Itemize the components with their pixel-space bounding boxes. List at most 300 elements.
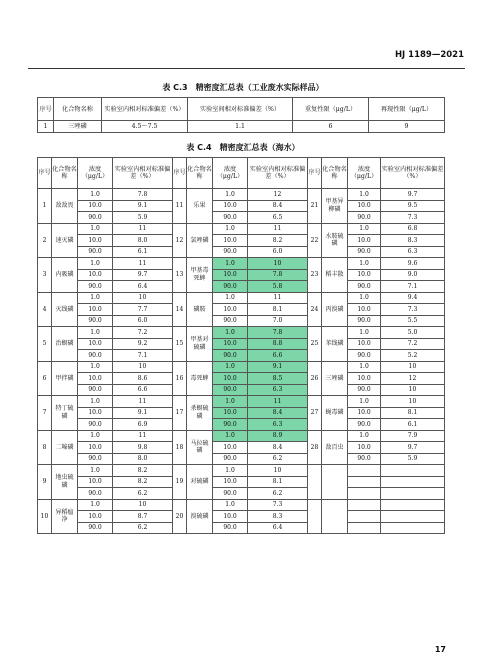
c4-header: 实验室内相对标准偏差（%）	[113, 158, 173, 189]
compound-name: 速灭磷	[52, 223, 78, 258]
concentration-cell: 1.0	[78, 258, 113, 270]
rsd-cell: 8.1	[381, 407, 445, 419]
c4-header: 序号	[308, 158, 322, 189]
concentration-cell: 10.0	[213, 442, 248, 454]
c4-header: 化合物名称	[322, 158, 348, 189]
compound-name: 杀螟硫磷	[187, 396, 213, 431]
concentration-cell: 10.0	[348, 407, 381, 419]
row-number: 24	[308, 292, 322, 327]
rsd-cell: 7.3	[381, 304, 445, 316]
concentration-cell: 10.0	[348, 235, 381, 247]
rsd-cell: 6.0	[248, 246, 308, 258]
empty-cell	[381, 476, 445, 488]
rsd-cell: 7.7	[113, 304, 173, 316]
row-number: 28	[308, 430, 322, 465]
concentration-cell: 1.0	[348, 189, 381, 201]
row-number: 22	[308, 223, 322, 258]
rsd-cell: 11	[113, 430, 173, 442]
rsd-cell: 6.0	[113, 315, 173, 327]
rsd-cell: 5.9	[113, 212, 173, 224]
row-number: 26	[308, 361, 322, 396]
table-row	[38, 327, 445, 339]
rsd-cell: 11	[113, 396, 173, 408]
compound-name: 特丁硫磷	[52, 396, 78, 431]
row-number: 13	[173, 258, 187, 293]
empty-cell	[381, 488, 445, 500]
compound-name: 溴硫磷	[187, 499, 213, 534]
concentration-cell: 1.0	[78, 327, 113, 339]
row-number: 16	[173, 361, 187, 396]
rsd-cell: 11	[248, 223, 308, 235]
rsd-cell: 8.3	[381, 235, 445, 247]
rsd-cell: 7.8	[248, 269, 308, 281]
c3-cell: 1	[38, 121, 54, 133]
concentration-cell: 10.0	[78, 200, 113, 212]
concentration-cell: 90.0	[78, 315, 113, 327]
rsd-cell: 10	[381, 361, 445, 373]
rsd-cell: 8.7	[113, 511, 173, 523]
table-row	[38, 246, 445, 258]
row-number: 27	[308, 396, 322, 431]
header-rule	[28, 68, 465, 69]
rsd-cell: 6.2	[248, 453, 308, 465]
concentration-cell: 10.0	[213, 476, 248, 488]
rsd-cell: 8.2	[248, 235, 308, 247]
rsd-cell: 10	[381, 396, 445, 408]
rsd-cell: 12	[248, 189, 308, 201]
concentration-cell: 10.0	[213, 269, 248, 281]
rsd-cell: 8.1	[248, 476, 308, 488]
rsd-cell: 9.1	[113, 407, 173, 419]
page-number: 17	[434, 645, 446, 654]
empty-cell	[348, 488, 381, 500]
rsd-cell: 11	[113, 223, 173, 235]
c3-header: 再现性限（μg/L）	[369, 98, 445, 121]
row-number: 8	[38, 430, 52, 465]
row-number: 20	[173, 499, 187, 534]
c3-header: 实验室间相对标准偏差（%）	[188, 98, 293, 121]
table-row	[38, 292, 445, 304]
c4-header: 浓度（μg/L）	[348, 158, 381, 189]
concentration-cell: 10.0	[348, 269, 381, 281]
rsd-cell: 9.1	[113, 200, 173, 212]
table-row	[38, 511, 445, 523]
table-row	[38, 235, 445, 247]
compound-name: 稻丰散	[322, 258, 348, 293]
empty-cell	[322, 465, 348, 500]
row-number: 1	[38, 189, 52, 224]
rsd-cell: 7.3	[381, 212, 445, 224]
table-c4-caption: 表 C.4 精密度汇总表（海水）	[186, 143, 300, 152]
empty-cell	[308, 465, 322, 500]
concentration-cell: 1.0	[78, 223, 113, 235]
concentration-cell: 1.0	[213, 396, 248, 408]
rsd-cell: 5.2	[381, 350, 445, 362]
row-number: 10	[38, 499, 52, 534]
row-number: 15	[173, 327, 187, 362]
row-number: 11	[173, 189, 187, 224]
row-number: 9	[38, 465, 52, 500]
concentration-cell: 90.0	[348, 453, 381, 465]
rsd-cell: 6.4	[113, 281, 173, 293]
c3-header: 实验室内相对标准偏差（%）	[102, 98, 188, 121]
table-row	[38, 476, 445, 488]
rsd-cell: 10	[248, 465, 308, 477]
rsd-cell: 5.5	[381, 315, 445, 327]
c3-cell: 4.5～7.5	[102, 121, 188, 133]
compound-name: 治螟磷	[52, 327, 78, 362]
rsd-cell: 6.1	[381, 419, 445, 431]
rsd-cell: 11	[248, 292, 308, 304]
empty-cell	[381, 522, 445, 534]
table-row	[38, 189, 445, 201]
rsd-cell: 9.0	[381, 269, 445, 281]
concentration-cell: 1.0	[213, 465, 248, 477]
concentration-cell: 10.0	[348, 442, 381, 454]
table-row	[38, 281, 445, 293]
table-row	[38, 419, 445, 431]
row-number: 5	[38, 327, 52, 362]
compound-name: 甲基异柳磷	[322, 189, 348, 224]
table-row	[38, 361, 445, 373]
table-c3-caption: 表 C.3 精密度汇总表（工业废水实际样品）	[162, 83, 324, 92]
rsd-cell: 8.2	[113, 476, 173, 488]
rsd-cell: 11	[248, 396, 308, 408]
c3-header: 重复性限（μg/L）	[293, 98, 369, 121]
table-row	[38, 373, 445, 385]
standard-number: HJ 1189—2021	[394, 50, 464, 60]
table-row	[38, 269, 445, 281]
c4-header: 化合物名称	[187, 158, 213, 189]
concentration-cell: 10.0	[348, 304, 381, 316]
concentration-cell: 90.0	[213, 212, 248, 224]
concentration-cell: 10.0	[78, 511, 113, 523]
table-row	[38, 465, 445, 477]
rsd-cell: 9.2	[113, 338, 173, 350]
rsd-cell: 7.1	[113, 350, 173, 362]
concentration-cell: 1.0	[213, 499, 248, 511]
concentration-cell: 10.0	[78, 407, 113, 419]
empty-cell	[322, 499, 348, 534]
concentration-cell: 90.0	[78, 419, 113, 431]
concentration-cell: 1.0	[348, 327, 381, 339]
table-row	[38, 315, 445, 327]
concentration-cell: 90.0	[348, 350, 381, 362]
rsd-cell: 9.1	[248, 361, 308, 373]
row-number: 6	[38, 361, 52, 396]
compound-name: 苯线磷	[322, 327, 348, 362]
concentration-cell: 90.0	[213, 384, 248, 396]
c4-header: 浓度（μg/L）	[78, 158, 113, 189]
rsd-cell: 7.0	[248, 315, 308, 327]
rsd-cell: 10	[113, 361, 173, 373]
rsd-cell: 6.1	[113, 246, 173, 258]
rsd-cell: 7.2	[381, 338, 445, 350]
concentration-cell: 90.0	[213, 453, 248, 465]
rsd-cell: 9.7	[381, 189, 445, 201]
table-row	[38, 200, 445, 212]
concentration-cell: 10.0	[213, 304, 248, 316]
rsd-cell: 12	[381, 373, 445, 385]
row-number: 25	[308, 327, 322, 362]
concentration-cell: 1.0	[213, 189, 248, 201]
table-row	[38, 488, 445, 500]
c3-cell: 6	[293, 121, 369, 133]
row-number: 17	[173, 396, 187, 431]
concentration-cell: 90.0	[213, 281, 248, 293]
concentration-cell: 90.0	[348, 246, 381, 258]
row-number: 3	[38, 258, 52, 293]
concentration-cell: 90.0	[213, 315, 248, 327]
rsd-cell: 9.8	[113, 442, 173, 454]
rsd-cell: 8.5	[248, 373, 308, 385]
table-row	[38, 499, 445, 511]
concentration-cell: 90.0	[348, 419, 381, 431]
rsd-cell: 6.2	[113, 522, 173, 534]
concentration-cell: 1.0	[78, 465, 113, 477]
rsd-cell: 10	[381, 384, 445, 396]
row-number: 12	[173, 223, 187, 258]
table-row	[38, 350, 445, 362]
rsd-cell: 6.6	[248, 350, 308, 362]
concentration-cell: 1.0	[348, 430, 381, 442]
compound-name: 甲基对硫磷	[187, 327, 213, 362]
rsd-cell: 8.6	[113, 373, 173, 385]
rsd-cell: 6.2	[113, 488, 173, 500]
rsd-cell: 8.8	[248, 338, 308, 350]
concentration-cell: 1.0	[78, 396, 113, 408]
concentration-cell: 90.0	[348, 315, 381, 327]
rsd-cell: 9.7	[113, 269, 173, 281]
concentration-cell: 90.0	[78, 488, 113, 500]
table-row	[38, 442, 445, 454]
table-c4	[37, 157, 445, 534]
compound-name: 三唑磷	[322, 361, 348, 396]
concentration-cell: 90.0	[78, 350, 113, 362]
compound-name: 敌敌畏	[52, 189, 78, 224]
concentration-cell: 90.0	[78, 212, 113, 224]
compound-name: 对硫磷	[187, 465, 213, 500]
concentration-cell: 1.0	[78, 361, 113, 373]
concentration-cell: 1.0	[348, 258, 381, 270]
concentration-cell: 1.0	[213, 258, 248, 270]
row-number: 23	[308, 258, 322, 293]
concentration-cell: 10.0	[213, 373, 248, 385]
table-row	[38, 407, 445, 419]
compound-name: 敌百虫	[322, 430, 348, 465]
concentration-cell: 1.0	[348, 223, 381, 235]
table-row	[38, 396, 445, 408]
table-row	[38, 522, 445, 534]
concentration-cell: 10.0	[78, 338, 113, 350]
rsd-cell: 6.3	[248, 384, 308, 396]
c4-header: 序号	[173, 158, 187, 189]
table-c3	[37, 97, 445, 133]
concentration-cell: 10.0	[213, 338, 248, 350]
table-row	[38, 304, 445, 316]
rsd-cell: 7.1	[381, 281, 445, 293]
table-row	[38, 223, 445, 235]
c4-header: 化合物名称	[52, 158, 78, 189]
rsd-cell: 9.7	[381, 442, 445, 454]
c4-header: 实验室内相对标准偏差（%）	[381, 158, 445, 189]
rsd-cell: 5.8	[248, 281, 308, 293]
rsd-cell: 6.6	[113, 384, 173, 396]
concentration-cell: 90.0	[78, 522, 113, 534]
compound-name: 毒死蜱	[187, 361, 213, 396]
empty-cell	[348, 499, 381, 511]
concentration-cell: 10.0	[348, 200, 381, 212]
compound-name: 丙溴磷	[322, 292, 348, 327]
concentration-cell: 10.0	[78, 476, 113, 488]
concentration-cell: 1.0	[78, 499, 113, 511]
concentration-cell: 10.0	[348, 338, 381, 350]
concentration-cell: 90.0	[213, 488, 248, 500]
table-row	[38, 384, 445, 396]
concentration-cell: 1.0	[78, 430, 113, 442]
rsd-cell: 7.8	[248, 327, 308, 339]
empty-cell	[308, 499, 322, 534]
c3-cell: 三唑磷	[54, 121, 102, 133]
concentration-cell: 90.0	[213, 246, 248, 258]
compound-name: 异稻瘟净	[52, 499, 78, 534]
rsd-cell: 6.8	[381, 223, 445, 235]
concentration-cell: 10.0	[213, 235, 248, 247]
compound-name: 蝇毒磷	[322, 396, 348, 431]
compound-name: 甲基毒死蜱	[187, 258, 213, 293]
rsd-cell: 9.6	[381, 258, 445, 270]
empty-cell	[348, 465, 381, 477]
compound-name: 磷胺	[187, 292, 213, 327]
rsd-cell: 6.2	[248, 488, 308, 500]
concentration-cell: 10.0	[78, 442, 113, 454]
rsd-cell: 9.5	[381, 200, 445, 212]
rsd-cell: 7.8	[113, 189, 173, 201]
rsd-cell: 9.4	[381, 292, 445, 304]
concentration-cell: 90.0	[78, 453, 113, 465]
rsd-cell: 11	[113, 258, 173, 270]
rsd-cell: 8.3	[248, 511, 308, 523]
concentration-cell: 10.0	[78, 269, 113, 281]
row-number: 21	[308, 189, 322, 224]
empty-cell	[348, 522, 381, 534]
c3-cell: 9	[369, 121, 445, 133]
row-number: 18	[173, 430, 187, 465]
concentration-cell: 1.0	[78, 292, 113, 304]
concentration-cell: 90.0	[78, 246, 113, 258]
concentration-cell: 10.0	[78, 373, 113, 385]
concentration-cell: 90.0	[348, 281, 381, 293]
row-number: 19	[173, 465, 187, 500]
c3-cell: 1.1	[188, 121, 293, 133]
rsd-cell: 8.4	[248, 200, 308, 212]
compound-name: 氯唑磷	[187, 223, 213, 258]
rsd-cell: 10	[113, 499, 173, 511]
compound-name: 乐果	[187, 189, 213, 224]
empty-cell	[381, 465, 445, 477]
compound-name: 地虫硫磷	[52, 465, 78, 500]
c3-header: 化合物名称	[54, 98, 102, 121]
rsd-cell: 7.3	[248, 499, 308, 511]
row-number: 7	[38, 396, 52, 431]
concentration-cell: 90.0	[78, 384, 113, 396]
concentration-cell: 1.0	[348, 292, 381, 304]
rsd-cell: 6.5	[248, 212, 308, 224]
empty-cell	[348, 476, 381, 488]
rsd-cell: 10	[248, 258, 308, 270]
concentration-cell: 90.0	[213, 419, 248, 431]
compound-name: 灭线磷	[52, 292, 78, 327]
rsd-cell: 6.3	[381, 246, 445, 258]
compound-name: 二嗪磷	[52, 430, 78, 465]
concentration-cell: 1.0	[78, 189, 113, 201]
concentration-cell: 10.0	[78, 304, 113, 316]
rsd-cell: 7.9	[381, 430, 445, 442]
concentration-cell: 1.0	[348, 396, 381, 408]
table-row	[38, 453, 445, 465]
table-row	[38, 212, 445, 224]
concentration-cell: 10.0	[78, 235, 113, 247]
empty-cell	[348, 511, 381, 523]
rsd-cell: 8.9	[248, 430, 308, 442]
rsd-cell: 6.3	[248, 419, 308, 431]
rsd-cell: 5.0	[381, 327, 445, 339]
rsd-cell: 6.4	[248, 522, 308, 534]
concentration-cell: 90.0	[348, 212, 381, 224]
rsd-cell: 5.9	[381, 453, 445, 465]
rsd-cell: 8.1	[248, 304, 308, 316]
concentration-cell: 90.0	[213, 350, 248, 362]
c4-header: 序号	[38, 158, 52, 189]
compound-name: 马拉硫磷	[187, 430, 213, 465]
concentration-cell: 90.0	[348, 384, 381, 396]
concentration-cell: 1.0	[213, 327, 248, 339]
c4-header: 实验室内相对标准偏差（%）	[248, 158, 308, 189]
concentration-cell: 10.0	[348, 373, 381, 385]
concentration-cell: 1.0	[213, 361, 248, 373]
c4-header: 浓度（μg/L）	[213, 158, 248, 189]
compound-name: 内吸磷	[52, 258, 78, 293]
concentration-cell: 1.0	[348, 361, 381, 373]
concentration-cell: 10.0	[213, 200, 248, 212]
rsd-cell: 8.0	[113, 453, 173, 465]
table-row	[38, 258, 445, 270]
row-number: 4	[38, 292, 52, 327]
concentration-cell: 10.0	[213, 407, 248, 419]
concentration-cell: 1.0	[213, 430, 248, 442]
row-number: 2	[38, 223, 52, 258]
rsd-cell: 8.2	[113, 465, 173, 477]
table-row	[38, 430, 445, 442]
rsd-cell: 6.9	[113, 419, 173, 431]
concentration-cell: 10.0	[213, 511, 248, 523]
concentration-cell: 1.0	[213, 223, 248, 235]
empty-cell	[381, 499, 445, 511]
rsd-cell: 10	[113, 292, 173, 304]
concentration-cell: 90.0	[213, 522, 248, 534]
rsd-cell: 8.0	[113, 235, 173, 247]
rsd-cell: 8.4	[248, 442, 308, 454]
compound-name: 水胺硫磷	[322, 223, 348, 258]
c3-header: 序号	[38, 98, 54, 121]
rsd-cell: 8.4	[248, 407, 308, 419]
rsd-cell: 7.2	[113, 327, 173, 339]
concentration-cell: 90.0	[78, 281, 113, 293]
table-row	[38, 338, 445, 350]
empty-cell	[381, 511, 445, 523]
row-number: 14	[173, 292, 187, 327]
concentration-cell: 1.0	[213, 292, 248, 304]
